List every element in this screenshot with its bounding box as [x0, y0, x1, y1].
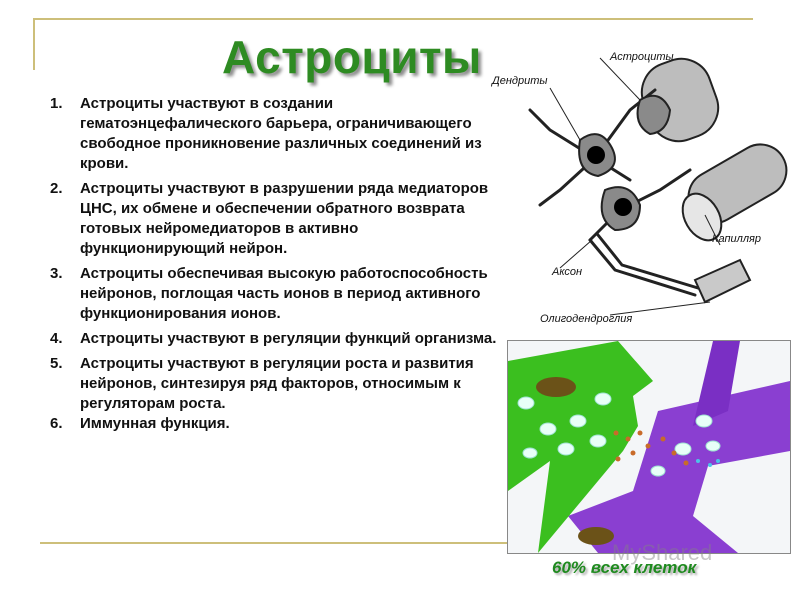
- frame-left-line: [33, 18, 35, 70]
- item-text: Иммунная функция.: [80, 415, 230, 432]
- list-item: [50, 264, 502, 324]
- frame-top-line: [33, 18, 753, 20]
- item-text: Астроциты участвуют в разрушении ряда медиаторов ЦНС, их обмене и обеспечении обратного возврата готовых нейромедиаторов в активно функционирующий нейрон.: [80, 180, 489, 257]
- item-number: 5.: [50, 355, 63, 372]
- slide-title: Астроциты: [222, 31, 482, 83]
- item-number: 4.: [50, 330, 63, 347]
- list-item: [50, 354, 502, 414]
- item-text: Астроциты участвуют в регуляции роста и развития нейронов, синтезируя ряд факторов, относимым к регуляторам роста.: [80, 355, 474, 412]
- item-text: Астроциты участвуют в создании гематоэнцефалического барьера, ограничивающего свободное проникновение различных соединений из крови.: [80, 95, 482, 172]
- caption-text: 60% всех клеток: [552, 558, 697, 577]
- cells-illustration-svg: [508, 341, 790, 553]
- item-number: 3.: [50, 265, 63, 282]
- item-number: 2.: [50, 180, 63, 197]
- list-item: [50, 329, 502, 349]
- function-list: [50, 94, 502, 439]
- astrocyte-diagram: [490, 40, 800, 335]
- item-text: Астроциты участвуют в регуляции функций организма.: [80, 330, 497, 347]
- item-number: 6.: [50, 415, 63, 432]
- list-item: [50, 94, 502, 174]
- watermark-text: MyShared: [612, 540, 713, 565]
- list-item: [50, 179, 502, 259]
- item-text: Астроциты обеспечивая высокую работоспособность нейронов, поглощая часть ионов в период активного функционирования ионов.: [80, 265, 488, 322]
- list-item: [50, 414, 502, 434]
- label-axon: Аксон: [552, 266, 583, 278]
- label-capillary: Капилляр: [712, 233, 762, 245]
- label-astrocytes: Астроциты: [610, 51, 674, 63]
- cells-illustration: [507, 340, 791, 554]
- label-oligodendroglia: Олигодендроглия: [540, 313, 633, 325]
- item-number: 1.: [50, 95, 63, 112]
- frame-bottom-line: [40, 542, 520, 544]
- label-dendrites: Дендриты: [492, 75, 548, 87]
